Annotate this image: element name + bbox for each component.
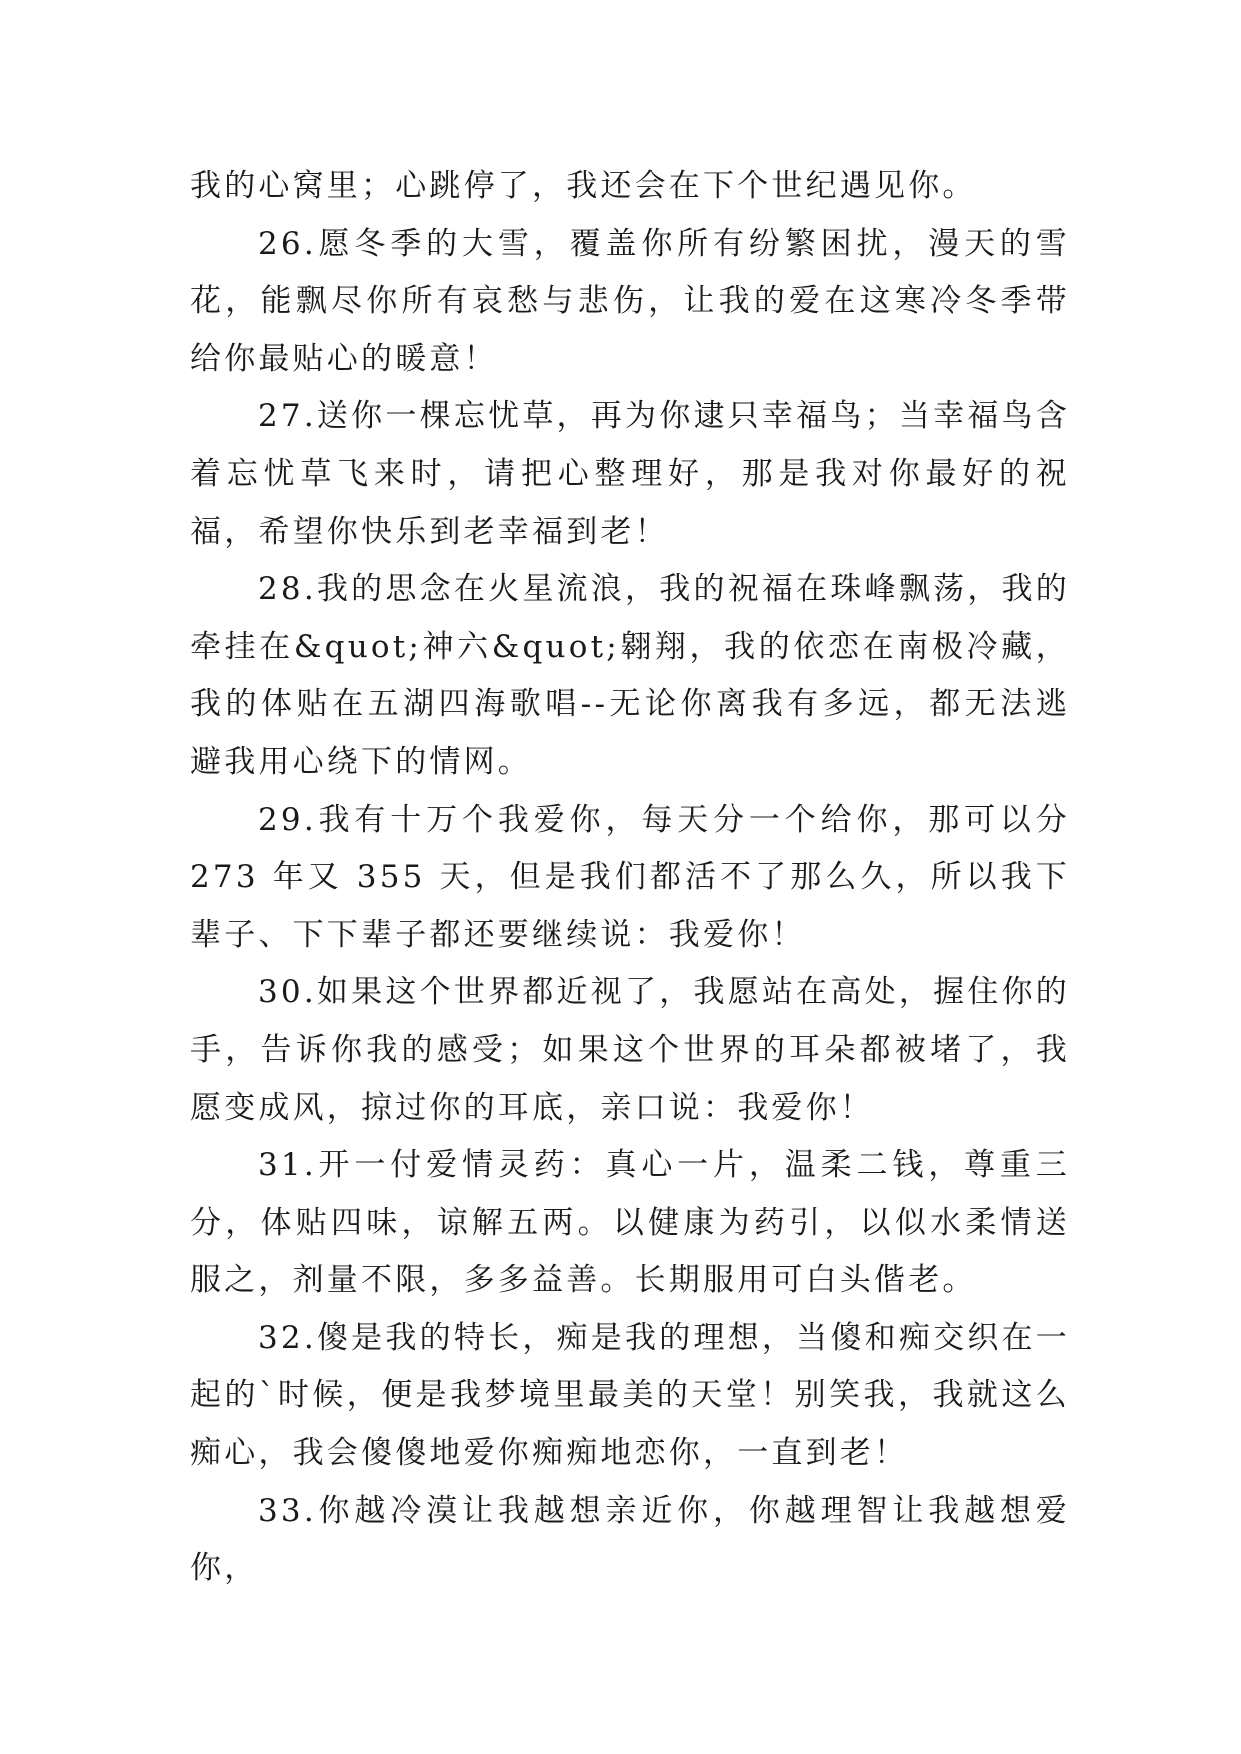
paragraph-27: 27.送你一棵忘忧草，再为你逮只幸福鸟；当幸福鸟含着忘忧草飞来时，请把心整理好，那是我对你最好的祝福，希望你快乐到老幸福到老！ (190, 398, 1070, 550)
paragraph-31: 31.开一付爱情灵药：真心一片，温柔二钱，尊重三分，体贴四味，谅解五两。以健康为药引，以似水柔情送服之，剂量不限，多多益善。长期服用可白头偕老。 (190, 1147, 1070, 1299)
paragraph-28: 28.我的思念在火星流浪，我的祝福在珠峰飘荡，我的牵挂在&quot;神六&quot;翱翔，我的依恋在南极冷藏，我的体贴在五湖四海歌唱--无论你离我有多远，都无法逃避我用心绕下的情网。 (190, 571, 1070, 780)
paragraph-33: 33.你越冷漠让我越想亲近你，你越理智让我越想爱你， (190, 1492, 1070, 1587)
paragraph-continuation: 我的心窝里；心跳停了，我还会在下个世纪遇见你。 (190, 168, 977, 204)
document-body (190, 158, 1070, 1598)
paragraph-32: 32.傻是我的特长，痴是我的理想，当傻和痴交织在一起的`时候，便是我梦境里最美的天堂！别笑我，我就这么痴心，我会傻傻地爱你痴痴地恋你，一直到老！ (190, 1319, 1070, 1472)
paragraph-29: 29.我有十万个我爱你，每天分一个给你，那可以分 273 年又 355 天，但是我们都活不了那么久，所以我下辈子、下下辈子都还要继续说：我爱你！ (190, 801, 1070, 953)
paragraph-26: 26.愿冬季的大雪，覆盖你所有纷繁困扰，漫天的雪花，能飘尽你所有哀愁与悲伤，让我的爱在这寒冷冬季带给你最贴心的暖意！ (190, 225, 1070, 377)
paragraph-30: 30.如果这个世界都近视了，我愿站在高处，握住你的手，告诉你我的感受；如果这个世界的耳朵都被堵了，我愿变成风，掠过你的耳底，亲口说：我爱你！ (190, 974, 1070, 1126)
